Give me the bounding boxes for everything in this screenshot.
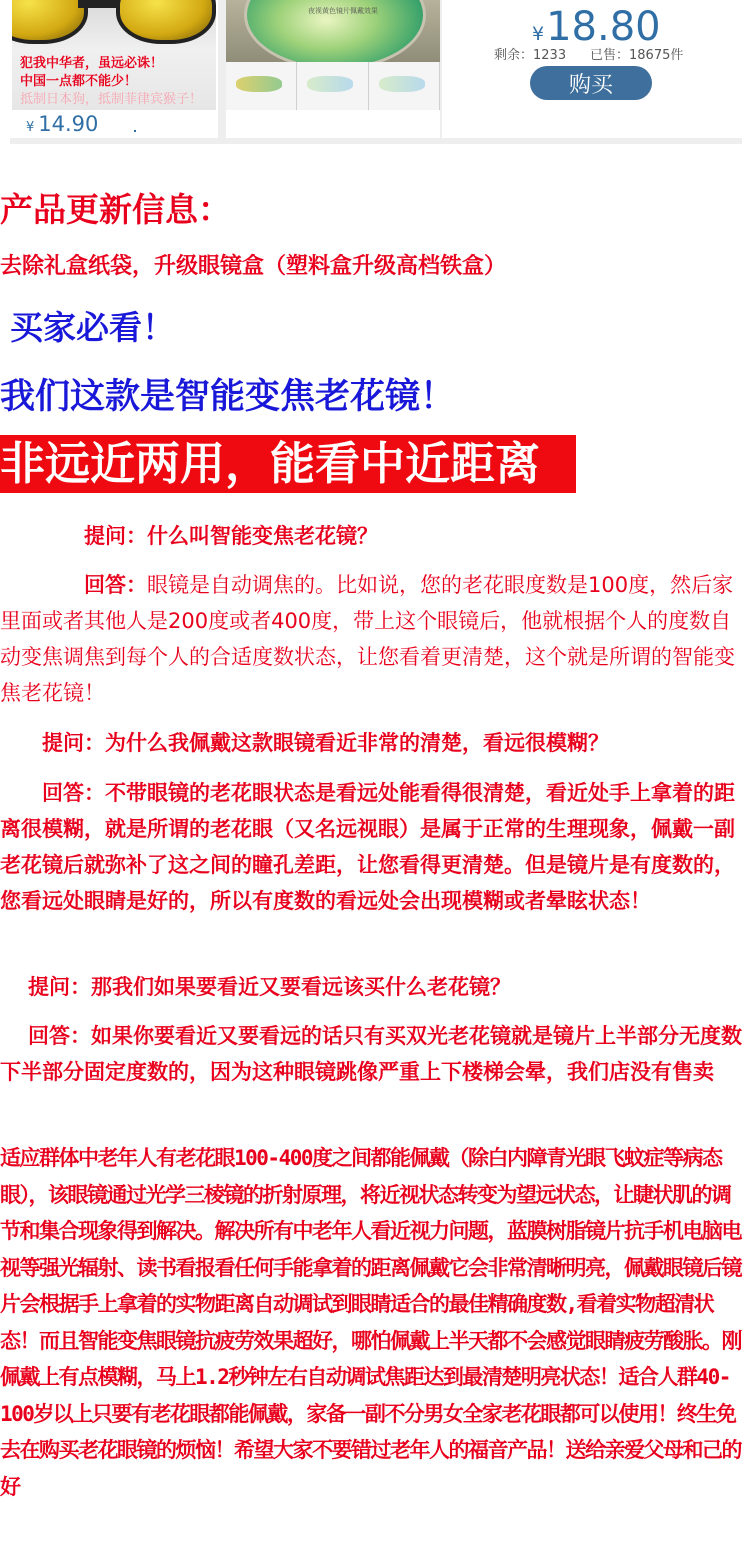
lens-right-shape — [116, 0, 216, 44]
packaging-update-line: 去除礼盒纸袋，升级眼镜盒（塑料盒升级高档铁盒） — [0, 254, 507, 279]
answer-label: 回答： — [42, 781, 105, 805]
answer-text: 如果你要看近又要看远的话只有买双光老花镜就是镜片上半部分无度数下半部分固定度数的，因为这种眼镜跳像严重上下楼梯会晕，我们店没有售卖 — [0, 1024, 742, 1084]
qa-question-1 — [0, 518, 750, 554]
currency-symbol: ¥ — [532, 23, 545, 45]
sold-count: 已售：18675件 — [590, 48, 684, 63]
product-image-yellow-lens-glasses[interactable] — [12, 0, 216, 110]
product-update-heading: 产品更新信息： — [0, 190, 231, 229]
thumbnail-row — [226, 62, 440, 110]
qa-answer-1 — [0, 567, 750, 711]
thumbnail-2[interactable] — [297, 62, 368, 110]
buy-button[interactable]: 购买 — [530, 66, 652, 100]
smart-zoom-heading: 我们这款是智能变焦老花镜！ — [0, 377, 456, 417]
qa-answer-3 — [0, 1018, 750, 1090]
answer-label: 回答： — [84, 573, 147, 597]
product-image-mirror-lens-glasses[interactable] — [226, 0, 440, 110]
buyer-must-read-heading: 买家必看！ — [10, 308, 175, 347]
thumbnail-1[interactable] — [226, 62, 297, 110]
question-text: 那我们如果要看近又要看远该买什么老花镜？ — [91, 975, 511, 999]
product-card-2[interactable] — [226, 0, 440, 138]
price-value: 14.90 — [38, 112, 99, 136]
banner-distance-note: 非远近两用，能看中近距离 — [0, 435, 576, 493]
thumbnail-3[interactable] — [369, 62, 440, 110]
image-caption: 夜视黄色镜片佩戴效果 — [308, 7, 378, 15]
promo-text-line-2: 中国一点都不能少！ — [20, 74, 138, 89]
question-label: 提问： — [42, 731, 105, 755]
suitable-group-description: 适应群体中老年人有老花眼100-400度之间都能佩戴（除白内障青光眼飞蚊症等病态眼），该眼镜通过光学三棱镜的折射原理，将近视状态转变为望远状态，让睫状肌的调节和集合现象得到解决。解决所有中老年人看近视力问题，蓝膜树脂镜片抗手机电脑电视等强光辐射、读书看报看任何手能拿着的距离佩戴它会非常清晰明亮，佩戴眼镜后镜片会根据手上拿着的实物距离自动调试到眼睛适合的最佳精确度数,看着实物超清状态！而且智能变焦眼镜抗疲劳效果超好，哪怕佩戴上半天都不会感觉眼睛疲劳酸胀。刚佩戴上有点模糊，马上1.2秒钟左右自动调试焦距达到最清楚明亮状态！适合人群40-100岁以上只要有老花眼都能佩戴，家备一副不分男女全家老花眼都可以使用！终生免去在购买老花眼镜的烦恼！希望大家不要错过老年人的福音产品！送给亲爱父母和己的好 — [0, 1146, 741, 1499]
promo-text-line-3: 抵制日本狗，抵制菲律宾猴子！ — [20, 92, 203, 107]
lens-left-shape — [12, 0, 88, 44]
qa-question-3 — [0, 969, 750, 1005]
currency-symbol: ¥ — [26, 120, 35, 135]
answer-text: 眼镜是自动调焦的。比如说，您的老花眼度数是100度，然后家里面或者其他人是200度或者400度，带上这个眼镜后，他就根据个人的度数自动变焦调焦到每个人的合适度数状态，让您看着更清楚，这个就是所谓的智能变焦老花镜！ — [0, 573, 735, 705]
product-price-1 — [26, 112, 98, 136]
question-label: 提问： — [84, 524, 147, 548]
answer-text: 不带眼镜的老花眼状态是看远处能看得很清楚，看近处手上拿着的距离很模糊，就是所谓的老花眼（又名远视眼）是属于正常的生理现象，佩戴一副老花镜后就弥补了这之间的瞳孔差距，让您看得更清楚。但是镜片是有度数的，您看远处眼睛是好的，所以有度数的看远处会出现模糊或者晕眩状态！ — [0, 781, 735, 913]
price-value: 18.80 — [546, 4, 661, 50]
qa-answer-2 — [0, 775, 750, 919]
promo-text-line-1: 犯我中华者，虽远必诛！ — [20, 56, 164, 71]
question-text: 什么叫智能变焦老花镜？ — [147, 524, 378, 548]
product-card-1[interactable] — [10, 0, 218, 138]
glasses-bridge-shape — [78, 0, 118, 8]
qa-question-2 — [0, 725, 750, 761]
question-text: 为什么我佩戴这款眼镜看近非常的清楚，看远很模糊？ — [105, 731, 609, 755]
separator-dot — [134, 130, 136, 132]
question-label: 提问： — [28, 975, 91, 999]
stock-remaining: 剩余：1233 — [494, 48, 567, 63]
answer-label: 回答： — [28, 1024, 91, 1048]
